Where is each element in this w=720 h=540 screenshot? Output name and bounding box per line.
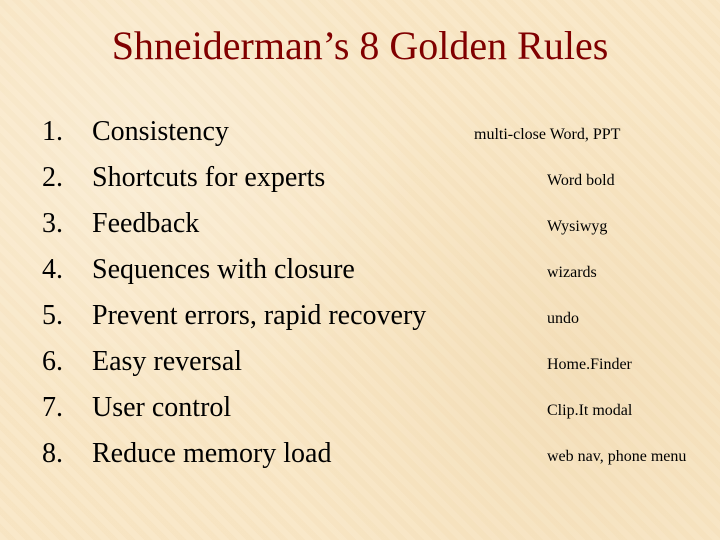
rule-number: 6.: [42, 346, 63, 377]
rule-item-2: [0, 162, 720, 208]
rule-number: 7.: [42, 392, 63, 423]
rule-example: web nav, phone menu: [547, 448, 687, 465]
rule-item-1: [0, 116, 720, 162]
rule-number: 1.: [42, 116, 63, 147]
rule-example: Wysiwyg: [547, 218, 608, 235]
rule-example: Clip.It modal: [547, 402, 633, 419]
rule-text: Consistency: [92, 116, 229, 147]
rule-number: 5.: [42, 300, 63, 331]
slide-title: Shneiderman’s 8 Golden Rules: [111, 23, 609, 68]
rule-number: 3.: [42, 208, 63, 239]
rule-text: Easy reversal: [92, 346, 243, 377]
rule-text: User control: [92, 392, 232, 423]
rule-item-8: [0, 438, 720, 484]
rule-number: 2.: [42, 162, 63, 193]
rule-item-7: [0, 392, 720, 438]
rule-text: Feedback: [92, 208, 200, 239]
rule-text: Sequences with closure: [92, 254, 355, 285]
rule-text: Shortcuts for experts: [92, 162, 326, 193]
rule-number: 4.: [42, 254, 63, 285]
rule-example: undo: [547, 310, 579, 327]
rule-example: wizards: [547, 264, 597, 281]
rule-item-5: [0, 300, 720, 346]
rule-item-4: [0, 254, 720, 300]
rule-text: Prevent errors, rapid recovery: [92, 300, 427, 331]
rule-item-6: [0, 346, 720, 392]
rule-text: Reduce memory load: [92, 438, 332, 469]
rule-example: multi-close Word, PPT: [474, 126, 621, 143]
rule-number: 8.: [42, 438, 63, 469]
rule-example: Word bold: [547, 172, 615, 189]
rule-example: Home.Finder: [547, 356, 632, 373]
rule-item-3: [0, 208, 720, 254]
